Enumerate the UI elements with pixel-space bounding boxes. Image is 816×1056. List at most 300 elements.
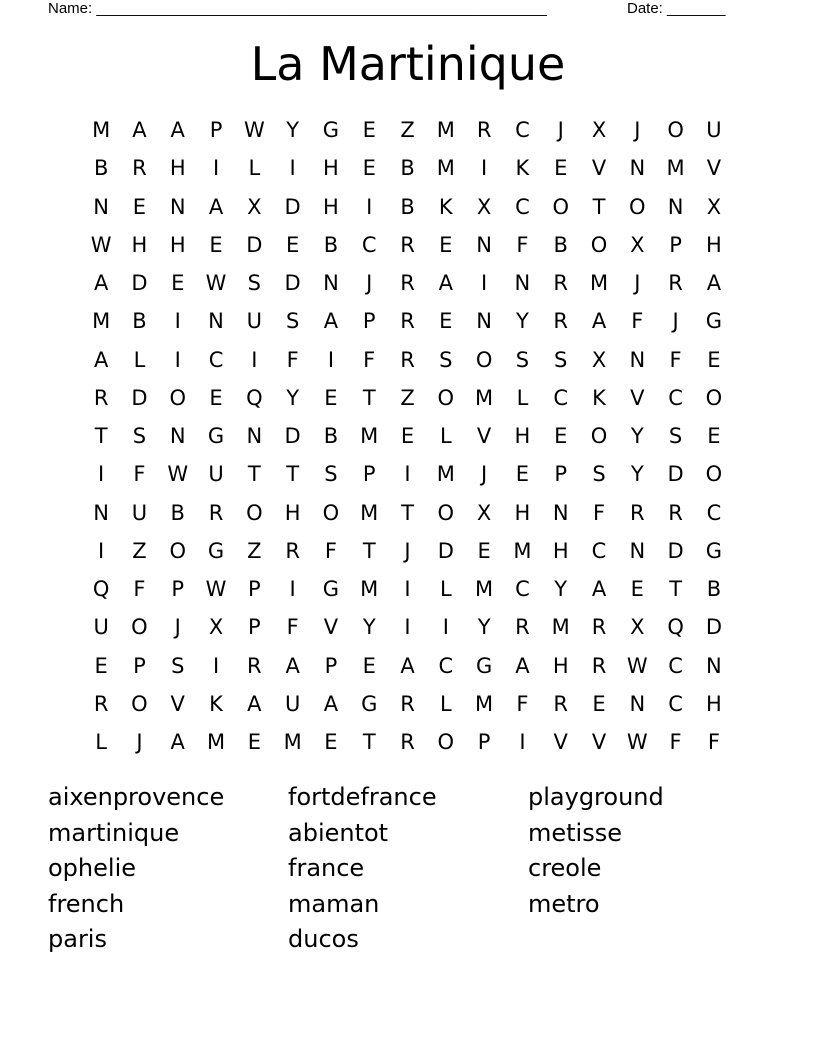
grid-letter: B xyxy=(132,309,147,334)
grid-letter: A xyxy=(93,271,109,295)
grid-letter: D xyxy=(284,424,301,448)
grid-letter: B xyxy=(323,424,339,448)
word-list-item: aixenprovence xyxy=(48,783,225,811)
grid-letter: O xyxy=(169,385,186,410)
grid-row xyxy=(82,226,733,264)
grid-letter: I xyxy=(327,347,335,372)
grid-letter: E xyxy=(400,424,415,448)
grid-letter: R xyxy=(515,615,530,640)
grid-row xyxy=(82,570,733,608)
grid-letter: F xyxy=(707,730,720,754)
grid-letter: Y xyxy=(477,615,491,640)
grid-letter: H xyxy=(284,500,301,525)
grid-letter: I xyxy=(98,462,105,487)
grid-letter: J xyxy=(136,730,143,754)
word-list-item: creole xyxy=(528,854,602,882)
grid-letter: W xyxy=(167,462,189,487)
grid-letter: P xyxy=(133,653,146,678)
grid-letter: O xyxy=(169,538,186,563)
name-field: Name: ______________________________________________________ xyxy=(48,0,547,17)
grid-letter: I xyxy=(519,730,526,754)
grid-letter: M xyxy=(206,730,226,754)
grid-row xyxy=(82,149,733,187)
grid-row xyxy=(82,341,733,379)
grid-letter: M xyxy=(436,118,455,142)
grid-letter: E xyxy=(439,309,453,334)
grid-letter: C xyxy=(515,118,530,142)
grid-letter: L xyxy=(516,385,529,410)
grid-letter: R xyxy=(400,232,415,257)
grid-letter: V xyxy=(553,730,568,754)
grid-letter: S xyxy=(439,347,453,372)
grid-letter: R xyxy=(132,156,147,181)
grid-letter: C xyxy=(208,347,224,372)
grid-letter: D xyxy=(284,194,301,219)
grid-letter: W xyxy=(626,653,648,678)
grid-letter: E xyxy=(554,156,568,181)
grid-letter: D xyxy=(284,271,301,295)
grid-letter: A xyxy=(438,271,453,295)
grid-letter: Y xyxy=(286,118,300,142)
grid-letter: O xyxy=(437,730,455,754)
grid-letter: T xyxy=(592,194,606,219)
grid-letter: M xyxy=(666,156,685,181)
grid-letter: H xyxy=(323,156,339,181)
grid-letter: A xyxy=(132,118,147,142)
grid-letter: I xyxy=(174,309,181,334)
grid-letter: H xyxy=(169,232,186,257)
grid-letter: H xyxy=(323,194,339,219)
grid-letter: Z xyxy=(247,538,262,563)
grid-letter: V xyxy=(591,156,607,181)
grid-letter: D xyxy=(131,271,148,295)
grid-letter: S xyxy=(515,347,530,372)
grid-letter: U xyxy=(706,118,722,142)
grid-letter: P xyxy=(554,462,568,487)
grid-letter: M xyxy=(475,691,494,716)
grid-letter: T xyxy=(362,538,376,563)
grid-letter: Z xyxy=(400,118,415,142)
grid-letter: C xyxy=(706,500,722,525)
grid-letter: N xyxy=(629,691,646,716)
grid-letter: A xyxy=(591,577,607,601)
grid-letter: W xyxy=(205,271,227,295)
word-list-item xyxy=(528,922,768,958)
grid-letter: J xyxy=(634,271,641,295)
grid-letter: B xyxy=(400,194,415,219)
grid-letter: C xyxy=(438,653,454,678)
grid-letter: F xyxy=(669,730,682,754)
grid-letter: G xyxy=(322,118,340,142)
word-list-row xyxy=(48,922,768,958)
grid-letter: X xyxy=(591,347,607,372)
grid-letter: N xyxy=(246,424,263,448)
grid-letter: O xyxy=(590,424,608,448)
grid-letter: A xyxy=(170,118,185,142)
grid-letter: N xyxy=(93,194,109,219)
grid-letter: L xyxy=(439,424,452,448)
grid-letter: N xyxy=(629,538,646,563)
grid-letter: X xyxy=(591,118,607,142)
grid-letter: J xyxy=(557,118,564,142)
grid-letter: A xyxy=(323,309,339,334)
grid-letter: X xyxy=(476,194,492,219)
grid-row xyxy=(82,723,733,761)
grid-letter: D xyxy=(131,385,148,410)
grid-letter: N xyxy=(476,309,492,334)
grid-letter: U xyxy=(246,309,263,334)
grid-letter: F xyxy=(516,691,529,716)
grid-letter: E xyxy=(515,462,530,487)
grid-letter: U xyxy=(208,462,224,487)
grid-letter: Y xyxy=(516,309,529,334)
grid-letter: N xyxy=(706,653,722,678)
grid-letter: M xyxy=(436,156,455,181)
grid-letter: I xyxy=(481,271,488,295)
header-fields xyxy=(48,0,748,20)
grid-letter: M xyxy=(92,118,111,142)
grid-letter: P xyxy=(669,232,682,257)
word-list-item: metisse xyxy=(528,818,622,847)
grid-letter: I xyxy=(212,653,220,678)
grid-letter: M xyxy=(360,577,379,601)
word-list-item: ducos xyxy=(288,925,359,953)
grid-letter: J xyxy=(174,615,181,640)
grid-letter: B xyxy=(553,232,568,257)
grid-letter: X xyxy=(630,615,645,640)
grid-row xyxy=(82,608,733,646)
grid-letter: X xyxy=(476,500,492,525)
word-list-item: french xyxy=(48,889,125,918)
grid-letter: R xyxy=(553,309,568,334)
word-list-item: france xyxy=(288,854,365,882)
grid-letter: E xyxy=(630,577,644,601)
grid-letter: N xyxy=(208,309,224,334)
grid-letter: F xyxy=(133,462,146,487)
grid-letter: C xyxy=(553,385,569,410)
grid-letter: E xyxy=(132,194,147,219)
grid-letter: S xyxy=(285,309,300,334)
grid-letter: F xyxy=(286,615,299,640)
grid-letter: S xyxy=(592,462,606,487)
grid-letter: R xyxy=(591,615,607,640)
grid-letter: N xyxy=(476,232,492,257)
grid-letter: Y xyxy=(554,577,568,601)
grid-letter: E xyxy=(439,232,453,257)
grid-letter: A xyxy=(208,194,224,219)
grid-letter: Y xyxy=(630,462,644,487)
grid-letter: F xyxy=(324,538,337,563)
grid-letter: A xyxy=(515,653,530,678)
grid-letter: R xyxy=(400,347,415,372)
grid-letter: I xyxy=(404,615,411,640)
grid-row xyxy=(82,264,733,302)
grid-letter: M xyxy=(360,500,379,525)
grid-letter: H xyxy=(552,653,569,678)
grid-letter: W xyxy=(205,577,227,601)
grid-letter: V xyxy=(591,730,607,754)
word-list-row xyxy=(48,816,768,852)
grid-letter: T xyxy=(669,577,683,601)
grid-letter: L xyxy=(248,156,261,181)
grid-row xyxy=(82,379,733,417)
grid-letter: N xyxy=(629,347,646,372)
grid-row xyxy=(82,302,733,340)
grid-letter: N xyxy=(93,500,109,525)
grid-letter: R xyxy=(208,500,224,525)
grid-letter: O xyxy=(705,385,723,410)
grid-letter: B xyxy=(323,232,339,257)
grid-letter: P xyxy=(171,577,185,601)
word-list-item: martinique xyxy=(48,818,180,847)
grid-letter: Z xyxy=(132,538,147,563)
grid-letter: J xyxy=(672,309,679,334)
grid-letter: F xyxy=(631,309,644,334)
grid-letter: C xyxy=(668,385,683,410)
grid-letter: X xyxy=(247,194,262,219)
grid-letter: S xyxy=(171,653,185,678)
grid-row xyxy=(82,685,733,723)
grid-letter: O xyxy=(475,347,493,372)
grid-letter: O xyxy=(552,194,569,219)
grid-letter: I xyxy=(404,462,411,487)
grid-letter: O xyxy=(246,500,263,525)
grid-letter: I xyxy=(442,615,449,640)
grid-letter: E xyxy=(285,232,300,257)
grid-letter: S xyxy=(247,271,261,295)
grid-letter: M xyxy=(92,309,111,334)
grid-letter: Q xyxy=(92,577,110,601)
grid-letter: E xyxy=(362,118,376,142)
word-list-row xyxy=(48,887,768,923)
grid-letter: P xyxy=(477,730,491,754)
grid-letter: B xyxy=(706,577,722,601)
grid-letter: Z xyxy=(400,385,415,410)
grid-letter: A xyxy=(591,309,607,334)
grid-letter: R xyxy=(668,271,683,295)
grid-letter: O xyxy=(705,462,723,487)
grid-letter: P xyxy=(362,462,376,487)
grid-letter: M xyxy=(551,615,570,640)
grid-letter: P xyxy=(362,309,376,334)
grid-letter: O xyxy=(437,385,455,410)
grid-letter: E xyxy=(247,730,261,754)
grid-letter: K xyxy=(515,156,530,181)
letter-grid xyxy=(82,111,733,761)
grid-letter: P xyxy=(248,577,261,601)
grid-letter: R xyxy=(668,500,683,525)
grid-letter: Q xyxy=(667,615,684,640)
grid-letter: E xyxy=(362,653,376,678)
grid-letter: G xyxy=(705,538,723,563)
grid-letter: S xyxy=(324,462,338,487)
grid-letter: D xyxy=(667,538,684,563)
grid-row xyxy=(82,188,733,226)
grid-letter: R xyxy=(400,691,415,716)
grid-letter: J xyxy=(404,538,411,563)
grid-letter: P xyxy=(248,615,261,640)
grid-letter: T xyxy=(286,462,300,487)
grid-letter: G xyxy=(705,309,723,334)
grid-row xyxy=(82,647,733,685)
grid-letter: X xyxy=(208,615,224,640)
grid-letter: A xyxy=(93,347,109,372)
grid-letter: Q xyxy=(246,385,263,410)
grid-letter: V xyxy=(323,615,339,640)
grid-letter: R xyxy=(630,500,645,525)
grid-row xyxy=(82,532,733,570)
grid-letter: I xyxy=(212,156,220,181)
grid-letter: D xyxy=(437,538,454,563)
grid-letter: R xyxy=(93,691,109,716)
grid-letter: O xyxy=(322,500,340,525)
grid-letter: R xyxy=(553,691,568,716)
grid-letter: H xyxy=(131,232,148,257)
grid-letter: H xyxy=(514,500,531,525)
grid-letter: O xyxy=(437,500,455,525)
grid-letter: H xyxy=(514,424,531,448)
grid-letter: N xyxy=(629,156,646,181)
grid-letter: T xyxy=(94,424,108,448)
grid-letter: F xyxy=(286,347,299,372)
grid-letter: C xyxy=(591,538,607,563)
grid-letter: W xyxy=(90,232,112,257)
word-list-item: fortdefrance xyxy=(288,783,437,811)
grid-letter: N xyxy=(169,194,186,219)
grid-letter: M xyxy=(360,424,379,448)
word-list-item: ophelie xyxy=(48,854,136,882)
grid-letter: H xyxy=(169,156,186,181)
grid-letter: L xyxy=(439,691,452,716)
word-list-row xyxy=(48,851,768,887)
grid-letter: E xyxy=(209,385,223,410)
page-title: La Martinique xyxy=(250,37,566,91)
grid-letter: Y xyxy=(362,615,376,640)
grid-letter: R xyxy=(476,118,492,142)
grid-letter: C xyxy=(668,691,683,716)
grid-letter: L xyxy=(439,577,452,601)
grid-letter: V xyxy=(170,691,185,716)
grid-letter: X xyxy=(630,232,645,257)
grid-letter: E xyxy=(362,156,376,181)
grid-letter: G xyxy=(361,691,378,716)
grid-letter: M xyxy=(589,271,609,295)
grid-letter: I xyxy=(481,156,488,181)
grid-letter: X xyxy=(706,194,722,219)
grid-letter: J xyxy=(366,271,373,295)
word-list-item: playground xyxy=(528,783,664,811)
grid-letter: M xyxy=(513,538,532,563)
grid-letter: F xyxy=(669,347,682,372)
grid-letter: A xyxy=(400,653,415,678)
grid-letter: N xyxy=(169,424,186,448)
grid-letter: E xyxy=(554,424,568,448)
grid-letter: O xyxy=(131,691,148,716)
grid-letter: Y xyxy=(286,385,300,410)
grid-letter: E xyxy=(707,424,721,448)
grid-row xyxy=(82,111,733,149)
grid-letter: B xyxy=(93,156,109,181)
grid-letter: B xyxy=(170,500,185,525)
grid-letter: U xyxy=(131,500,148,525)
grid-letter: G xyxy=(322,577,340,601)
grid-letter: C xyxy=(361,232,377,257)
grid-letter: V xyxy=(706,156,722,181)
grid-letter: R xyxy=(285,538,300,563)
grid-letter: T xyxy=(247,462,261,487)
grid-letter: M xyxy=(475,385,494,410)
word-list-item: abientot xyxy=(288,818,389,847)
grid-letter: N xyxy=(514,271,531,295)
grid-letter: N xyxy=(667,194,684,219)
grid-letter: F xyxy=(592,500,606,525)
grid-letter: O xyxy=(131,615,148,640)
word-list-row xyxy=(48,780,768,816)
grid-letter: S xyxy=(668,424,683,448)
grid-letter: U xyxy=(93,615,109,640)
grid-letter: P xyxy=(324,653,338,678)
grid-letter: E xyxy=(171,271,185,295)
word-list-item: paris xyxy=(48,925,107,953)
grid-letter: I xyxy=(366,194,373,219)
date-field: Date: _______ xyxy=(627,0,726,17)
grid-letter: I xyxy=(98,538,105,563)
grid-letter: R xyxy=(400,271,415,295)
grid-letter: D xyxy=(705,615,722,640)
grid-letter: J xyxy=(634,118,641,142)
grid-letter: W xyxy=(243,118,265,142)
grid-letter: V xyxy=(630,385,645,410)
grid-letter: O xyxy=(590,232,608,257)
grid-letter: H xyxy=(552,538,569,563)
grid-letter: L xyxy=(133,347,146,372)
grid-letter: T xyxy=(401,500,414,525)
word-list-item: maman xyxy=(288,889,380,918)
grid-letter: E xyxy=(324,730,338,754)
grid-letter: F xyxy=(363,347,376,372)
grid-letter: M xyxy=(436,462,455,487)
grid-row xyxy=(82,494,733,532)
grid-letter: C xyxy=(515,577,530,601)
grid-letter: I xyxy=(174,347,181,372)
word-list-item: metro xyxy=(528,889,600,918)
grid-letter: K xyxy=(592,385,606,410)
grid-letter: D xyxy=(246,232,263,257)
grid-letter: U xyxy=(284,691,301,716)
grid-letter: K xyxy=(209,691,223,716)
grid-letter: H xyxy=(706,691,722,716)
grid-letter: I xyxy=(289,156,296,181)
grid-letter: E xyxy=(707,347,721,372)
grid-letter: C xyxy=(668,653,683,678)
grid-letter: E xyxy=(324,385,338,410)
grid-letter: F xyxy=(133,577,146,601)
grid-letter: I xyxy=(289,577,296,601)
grid-letter: G xyxy=(475,653,493,678)
grid-letter: R xyxy=(400,309,415,334)
grid-letter: S xyxy=(554,347,568,372)
grid-letter: R xyxy=(591,653,607,678)
grid-letter: R xyxy=(247,653,262,678)
grid-letter: J xyxy=(481,462,488,487)
grid-letter: E xyxy=(592,691,606,716)
grid-letter: N xyxy=(323,271,339,295)
grid-letter: F xyxy=(516,232,529,257)
grid-letter: E xyxy=(94,653,108,678)
word-list xyxy=(48,780,768,958)
grid-letter: E xyxy=(209,232,223,257)
grid-letter: O xyxy=(667,118,684,142)
